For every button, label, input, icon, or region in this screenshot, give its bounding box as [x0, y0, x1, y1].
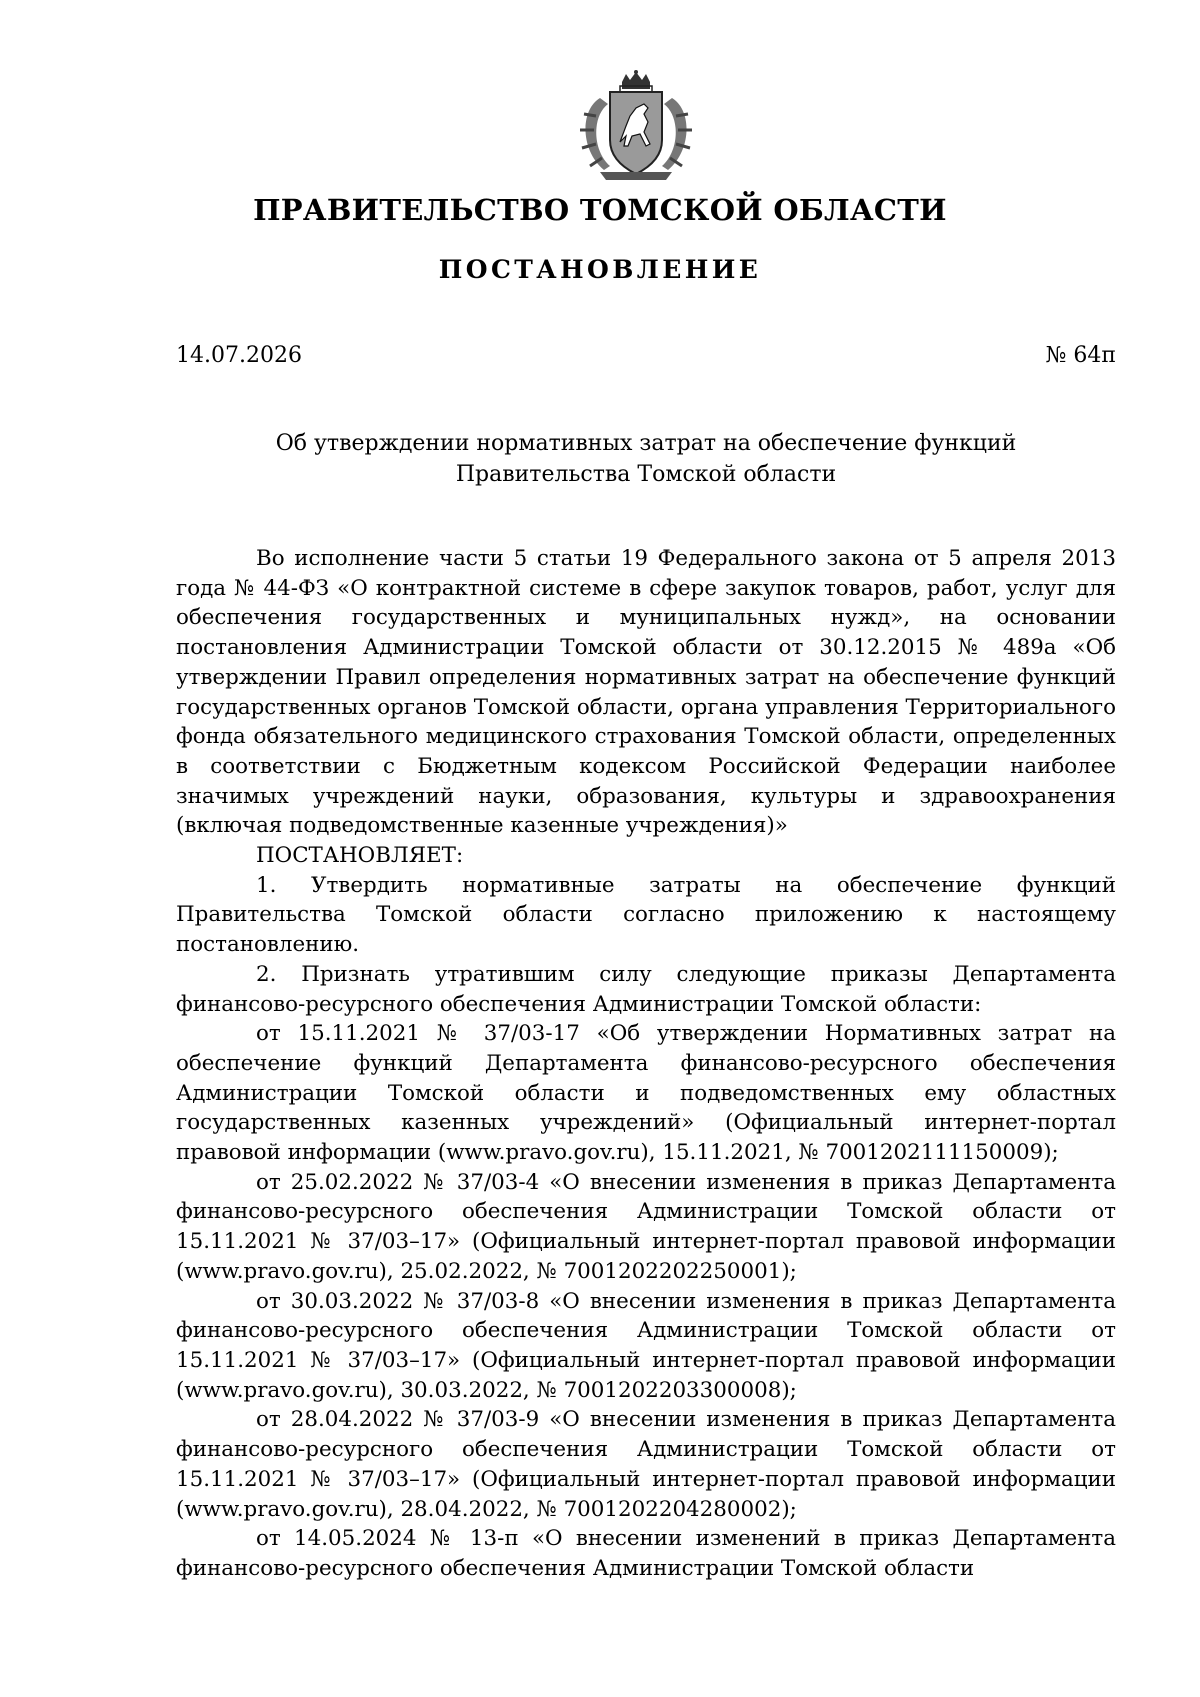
order-2-paragraph: от 25.02.2022 № 37/03-4 «О внесении изменения в приказ Департамента финансово-ресурсного обеспечения Администрации Томской области от 15.11.2021 № 37/03–17» (Официальный интернет-портал правовой информации (www.pravo.gov.ru), 25.02.2022, № 7001202202250001); — [176, 1169, 1116, 1284]
document-body — [176, 544, 1116, 1584]
subject-line-1: Об утверждении нормативных затрат на обеспечение функций — [275, 431, 1017, 456]
preamble-paragraph: Во исполнение части 5 статьи 19 Федерального закона от 5 апреля 2013 года № 44-ФЗ «О контрактной системе в сфере закупок товаров, работ, услуг для обеспечения государственных и муниципальных нужд», на основании постановления Администрации Томской области от 30.12.2015 № 489а «Об утверждении Правил определения нормативных затрат на обеспечение функций государственных органов Томской области, органа управления Территориального фонда обязательного медицинского страхования Томской области, определенных в соответствии с Бюджетным кодексом Российской Федерации наиболее значимых учреждений науки, образования, культуры и здравоохранения (включая подведомственные казенные учреждения)» — [176, 546, 1116, 839]
order-5-paragraph: от 14.05.2024 № 13-п «О внесении изменений в приказ Департамента финансово-ресурсного обеспечения Администрации Томской области — [176, 1526, 1116, 1581]
resolves-paragraph: ПОСТАНОВЛЯЕТ: — [256, 843, 464, 869]
order-3-paragraph: от 30.03.2022 № 37/03-8 «О внесении изменения в приказ Департамента финансово-ресурсного обеспечения Администрации Томской области от 15.11.2021 № 37/03–17» (Официальный интернет-портал правовой информации (www.pravo.gov.ru), 30.03.2022, № 7001202203300008); — [176, 1288, 1116, 1403]
order-4-paragraph: от 28.04.2022 № 37/03-9 «О внесении изменения в приказ Департамента финансово-ресурсного обеспечения Администрации Томской области от 15.11.2021 № 37/03–17» (Официальный интернет-портал правовой информации (www.pravo.gov.ru), 28.04.2022, № 7001202204280002); — [176, 1407, 1116, 1522]
subject-line-2: Правительства Томской области — [455, 462, 837, 487]
tomsk-coat-of-arms-icon — [570, 70, 702, 184]
item-2-paragraph: 2. Признать утратившим силу следующие приказы Департамента финансово-ресурсного обеспечения Администрации Томской области: — [176, 961, 1116, 1017]
document-subject — [176, 428, 1116, 490]
item-1-paragraph: 1. Утвердить нормативные затраты на обеспечение функций Правительства Томской области согласно приложению к настоящему постановлению. — [176, 872, 1116, 958]
org-name-heading: ПРАВИТЕЛЬСТВО ТОМСКОЙ ОБЛАСТИ — [253, 193, 947, 227]
document-number: № 64п — [1045, 343, 1116, 368]
doc-type-heading: ПОСТАНОВЛЕНИЕ — [438, 255, 762, 284]
document-date: 14.07.2026 — [176, 343, 302, 368]
order-1-paragraph: от 15.11.2021 № 37/03-17 «Об утверждении Нормативных затрат на обеспечение функций Департамента финансово-ресурсного обеспечения Администрации Томской области и подведомственных ему областных государственных казенных учреждений» (Официальный интернет-портал правовой информации (www.pravo.gov.ru), 15.11.2021, № 7001202111150009); — [176, 1021, 1116, 1166]
